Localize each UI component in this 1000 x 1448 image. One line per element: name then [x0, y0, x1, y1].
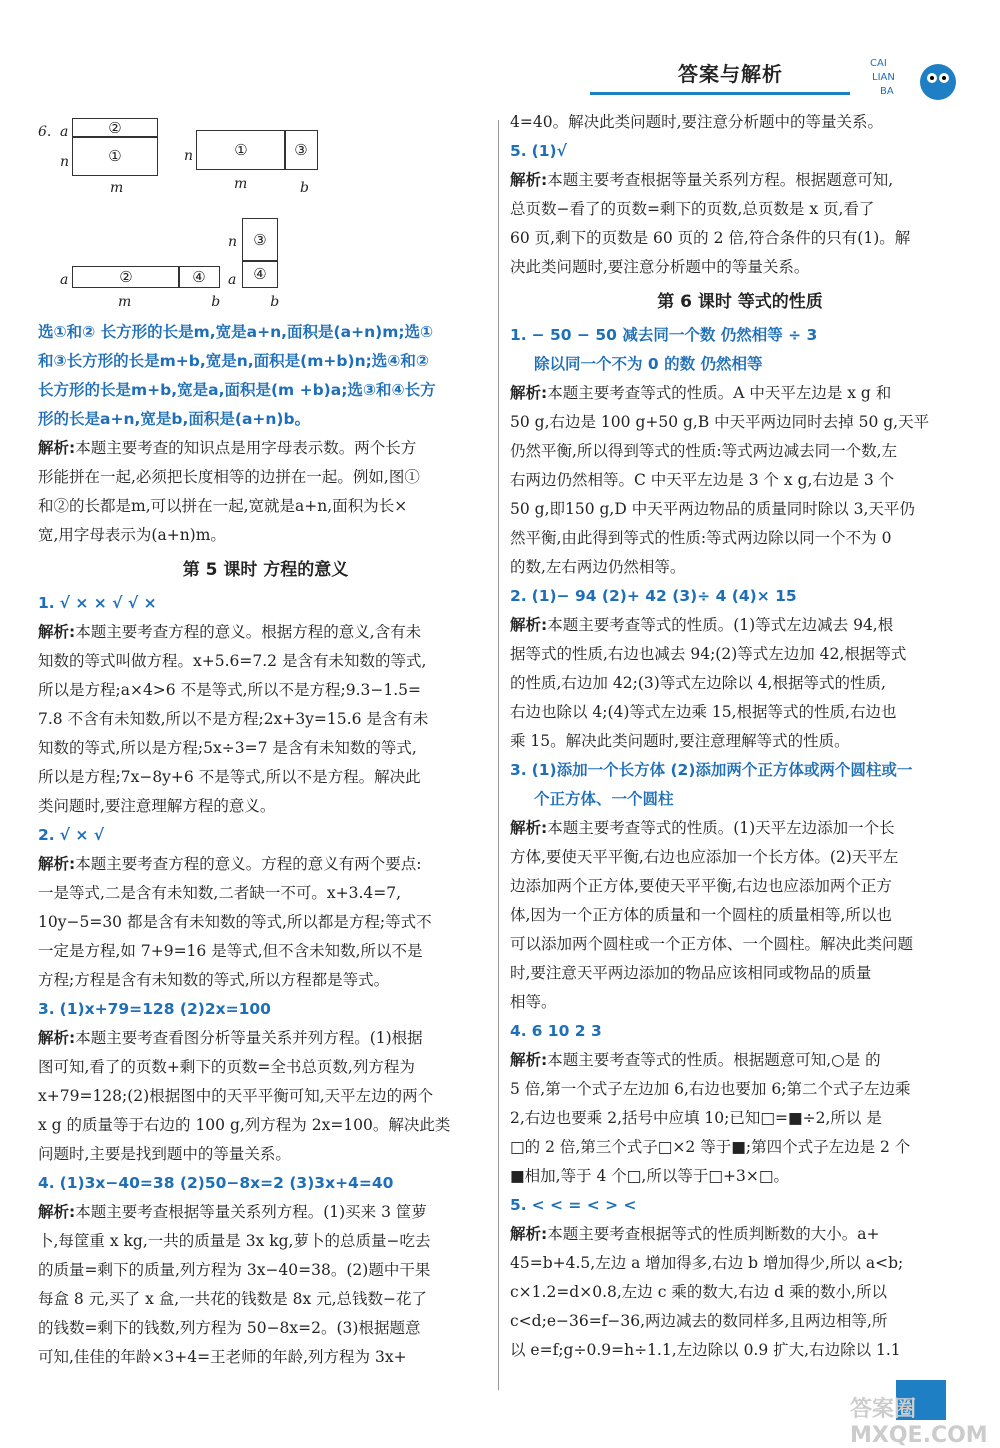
analysis-text: 本题主要考查根据等式的性质判断数的大小。a+ — [547, 1225, 880, 1243]
analysis-text: 本题主要考查等式的性质。A 中天平左边是 x g 和 — [547, 384, 892, 402]
analysis-text: 决此类问题时,要注意分析题中的等量关系。 — [510, 258, 810, 276]
label-b-2: b — [211, 294, 221, 310]
label-m: m — [110, 180, 124, 196]
analysis-text: 一是等式,二是含有未知数,二者缺一不可。x+3.4=7, — [38, 884, 402, 902]
analysis-text: 知数的等式,所以是方程;5x÷3=7 是含有未知数的等式, — [38, 739, 417, 757]
r3-number: 3. — [510, 761, 527, 779]
q3-answer: (1)x+79=128 (2)2x=100 — [59, 1000, 271, 1018]
analysis-text: 形能拼在一起,必须把长度相等的边拼在一起。例如,图① — [38, 468, 420, 486]
analysis-text: ■相加,等于 4 个□,所以等于□+3×□。 — [510, 1167, 789, 1185]
rect-4b: ④ — [242, 260, 278, 288]
q1-number: 1. — [38, 594, 55, 612]
analysis-text: □的 2 倍,第三个式子□×2 等于■;第四个式子左边是 2 个 — [510, 1138, 911, 1156]
analysis-text: 体,因为一个正方体的质量和一个圆柱的质量相等,所以也 — [510, 906, 892, 924]
q6-answer-line: 选①和② 长方形的长是m,宽是a+n,面积是(a+n)m;选① — [38, 323, 434, 341]
q6-answer — [38, 318, 493, 434]
rect-3b: ③ — [242, 218, 278, 262]
q4-number: 4. — [38, 1174, 55, 1192]
svg-text:LIAN: LIAN — [872, 72, 895, 83]
analysis-text: 知数的等式叫做方程。x+5.6=7.2 是含有未知数的等式, — [38, 652, 427, 670]
analysis-text: 的质量=剩下的质量,列方程为 3x−40=38。(2)题中干果 — [38, 1261, 431, 1279]
analysis-text: 10y−5=30 都是含有未知数的等式,所以都是方程;等式不 — [38, 913, 432, 931]
analysis-text: 本题主要考查等式的性质。根据题意可知,○是 的 — [547, 1051, 881, 1069]
analysis-text: 据等式的性质,右边也减去 94;(2)等式左边加 42,根据等式 — [510, 645, 907, 663]
analysis-text: 每盒 8 元,买了 x 盒,一共花的钱数是 8x 元,总钱数−花了 — [38, 1290, 428, 1308]
rect-3: ③ — [284, 130, 318, 170]
header-rule — [590, 92, 850, 95]
r5-number: 5. — [510, 1196, 527, 1214]
analysis-label: 解析: — [38, 439, 76, 457]
analysis-text: 45=b+4.5,左边 a 增加得多,右边 b 增加得少,所以 a<b; — [510, 1254, 904, 1272]
svg-text:CAI: CAI — [870, 58, 887, 69]
q3-number: 3. — [38, 1000, 55, 1018]
r3-answer: (1)添加一个长方体 (2)添加两个正方体或两个圆柱或一 — [531, 761, 913, 779]
q5-answer: (1)√ — [531, 142, 567, 160]
analysis-text: x g 的质量等于右边的 100 g,列方程为 2x=100。解决此类 — [38, 1116, 451, 1134]
q6-analysis — [38, 434, 493, 463]
diagram-bottom-labels — [38, 288, 493, 310]
analysis-text: 以 e=f;g÷0.9=h÷1.1,左边除以 0.9 扩大,右边除以 1.1 — [510, 1341, 901, 1359]
rect-1b: ① — [196, 130, 286, 170]
r1-answer: 除以同一个不为 0 的数 仍然相等 — [534, 355, 763, 373]
q6-answer-line: 和③长方形的长是m+b,宽是n,面积是(m+b)n;选④和② — [38, 352, 430, 370]
analysis-text: 方程;方程是含有未知数的等式,所以方程都是等式。 — [38, 971, 390, 989]
analysis-text: 2,右边也要乘 2,括号中应填 10;已知□=■÷2,所以 是 — [510, 1109, 882, 1127]
label-a-3: a — [228, 272, 237, 288]
analysis-text: 本题主要考查等式的性质。(1)天平左边添加一个长 — [547, 819, 895, 837]
page-header-title: 答案与解析 — [678, 62, 783, 86]
analysis-text: 5 倍,第一个式子左边加 6,右边也要加 6;第二个式子左边乘 — [510, 1080, 911, 1098]
analysis-text: 类问题时,要注意理解方程的意义。 — [38, 797, 276, 815]
analysis-text: 相等。 — [510, 993, 557, 1011]
analysis-text: 所以是方程;7x−8y+6 不是等式,所以不是方程。解决此 — [38, 768, 421, 786]
q6-answer-line: 形的长是a+n,宽是b,面积是(a+n)b。 — [38, 410, 311, 428]
rect-4: ④ — [178, 266, 220, 288]
analysis-text: 7.8 不含有未知数,所以不是方程;2x+3y=15.6 是含有未 — [38, 710, 429, 728]
q6-number: 6. — [38, 124, 52, 140]
q6-diagram — [38, 108, 488, 288]
analysis-text: x+79=128;(2)根据图中的天平平衡可知,天平左边的两个 — [38, 1087, 434, 1105]
rect-1: ① — [72, 136, 158, 176]
analysis-text: 和②的长都是m,可以拼在一起,宽就是a+n,面积为长× — [38, 497, 408, 515]
analysis-text: 问题时,主要是找到题中的等量关系。 — [38, 1145, 291, 1163]
analysis-text: 本题主要考查看图分析等量关系并列方程。(1)根据 — [75, 1029, 423, 1047]
watermark: 答案圈 MXQE.COM — [850, 1397, 988, 1448]
analysis-text: 50 g,右边是 100 g+50 g,B 中天平两边同时去掉 50 g,天平 — [510, 413, 930, 431]
analysis-label: 解析: — [510, 1225, 548, 1243]
analysis-text: 本题主要考查方程的意义。方程的意义有两个要点: — [75, 855, 422, 873]
label-n: n — [60, 154, 70, 170]
analysis-text: 本题主要考查方程的意义。根据方程的意义,含有未 — [75, 623, 422, 641]
r2-answer: (1)− 94 (2)+ 42 (3)÷ 4 (4)× 15 — [531, 587, 797, 605]
analysis-text: 60 页,剩下的页数是 60 页的 2 倍,符合条件的只有(1)。解 — [510, 229, 911, 247]
continuation-text: 4=40。解决此类问题时,要注意分析题中的等量关系。 — [510, 113, 884, 131]
r5-answer: < < = < > < — [531, 1196, 637, 1214]
rect-2b: ② — [72, 266, 180, 288]
analysis-text: 所以是方程;a×4>6 不是等式,所以不是方程;9.3−1.5= — [38, 681, 422, 699]
analysis-text: 总页数−看了的页数=剩下的页数,总页数是 x 页,看了 — [510, 200, 875, 218]
label-a-2: a — [60, 272, 69, 288]
q6-answer-line: 长方形的长是m+b,宽是a,面积是(m +b)a;选③和④长方 — [38, 381, 436, 399]
svg-text:BA: BA — [880, 86, 894, 97]
analysis-text: 本题主要考查根据等量关系列方程。根据题意可知, — [547, 171, 894, 189]
q4-answer: (1)3x−40=38 (2)50−8x=2 (3)3x+4=40 — [59, 1174, 394, 1192]
analysis-text: 50 g,即150 g,D 中天平两边物品的质量同时除以 3,天平仍 — [510, 500, 915, 518]
analysis-text: 边添加两个正方体,要使天平平衡,右边也应添加两个正方 — [510, 877, 892, 895]
analysis-text: 本题主要考查的知识点是用字母表示数。两个长方 — [75, 439, 417, 457]
label-b-3: b — [270, 294, 280, 310]
analysis-label: 解析: — [510, 384, 548, 402]
column-divider — [498, 120, 499, 1390]
label-n-3: n — [228, 234, 238, 250]
r1-answer: − 50 − 50 减去同一个数 仍然相等 ÷ 3 — [531, 326, 818, 344]
q5-number: 5. — [510, 142, 527, 160]
q2-number: 2. — [38, 826, 55, 844]
label-a: a — [60, 124, 69, 140]
analysis-label: 解析: — [38, 855, 76, 873]
r3-answer: 个正方体、一个圆柱 — [534, 790, 674, 808]
analysis-text: 卜,每筐重 x kg,一共的质量是 3x kg,萝卜的总质量−吃去 — [38, 1232, 431, 1250]
analysis-text: 本题主要考查根据等量关系列方程。(1)买来 3 筐萝 — [75, 1203, 427, 1221]
analysis-label: 解析: — [510, 616, 548, 634]
analysis-text: c×1.2=d×0.8,左边 c 乘的数大,右边 d 乘的数小,所以 — [510, 1283, 887, 1301]
label-b: b — [300, 180, 309, 196]
section-title-lesson5: 第 5 课时 方程的意义 — [182, 560, 349, 580]
r4-number: 4. — [510, 1022, 527, 1040]
right-column — [510, 108, 970, 1365]
analysis-text: 宽,用字母表示为(a+n)m。 — [38, 526, 226, 544]
analysis-text: 本题主要考查等式的性质。(1)等式左边减去 94,根 — [547, 616, 894, 634]
analysis-text: 可以添加两个圆柱或一个正方体、一个圆柱。解决此类问题 — [510, 935, 914, 953]
analysis-label: 解析: — [510, 171, 548, 189]
mascot-logo-icon — [850, 46, 960, 116]
analysis-text: 的性质,右边加 42;(3)等式左边除以 4,根据等式的性质, — [510, 674, 886, 692]
r2-number: 2. — [510, 587, 527, 605]
analysis-text: 一定是方程,如 7+9=16 是等式,但不含未知数,所以不是 — [38, 942, 423, 960]
analysis-text: 然平衡,由此得到等式的性质:等式两边除以同一个不为 0 — [510, 529, 892, 547]
analysis-text: 图可知,看了的页数+剩下的页数=全书总页数,列方程为 — [38, 1058, 415, 1076]
label-m-2: m — [234, 176, 248, 192]
label-m-3: m — [118, 294, 132, 310]
analysis-text: 右两边仍然相等。C 中天平左边是 3 个 x g,右边是 3 个 — [510, 471, 895, 489]
analysis-label: 解析: — [38, 623, 76, 641]
q2-answer: √ × √ — [59, 826, 105, 844]
analysis-text: 的钱数=剩下的钱数,列方程为 50−8x=2。(3)根据题意 — [38, 1319, 421, 1337]
label-n-2: n — [184, 148, 194, 164]
analysis-text: 右边也除以 4;(4)等式左边乘 15,根据等式的性质,右边也 — [510, 703, 897, 721]
analysis-text: 乘 15。解决此类问题时,要注意理解等式的性质。 — [510, 732, 850, 750]
r4-answer: 6 10 2 3 — [531, 1022, 602, 1040]
analysis-text: 时,要注意天平两边添加的物品应该相同或物品的质量 — [510, 964, 872, 982]
section-title-lesson6: 第 6 课时 等式的性质 — [657, 292, 823, 312]
analysis-text: 的数,左右两边仍然相等。 — [510, 558, 686, 576]
analysis-label: 解析: — [510, 1051, 548, 1069]
left-column — [38, 108, 493, 1372]
analysis-text: 可知,佳佳的年龄×3+4=王老师的年龄,列方程为 3x+ — [38, 1348, 407, 1366]
analysis-label: 解析: — [38, 1203, 76, 1221]
rect-2: ② — [72, 118, 158, 138]
analysis-label: 解析: — [38, 1029, 76, 1047]
analysis-text: c<d;e−36=f−36,两边减去的数同样多,且两边相等,所 — [510, 1312, 888, 1330]
analysis-text: 仍然平衡,所以得到等式的性质:等式两边减去同一个数,左 — [510, 442, 898, 460]
analysis-label: 解析: — [510, 819, 548, 837]
analysis-text: 方体,要使天平平衡,右边也应添加一个长方体。(2)天平左 — [510, 848, 899, 866]
q1-answer: √ × × √ √ × — [59, 594, 157, 612]
r1-number: 1. — [510, 326, 527, 344]
